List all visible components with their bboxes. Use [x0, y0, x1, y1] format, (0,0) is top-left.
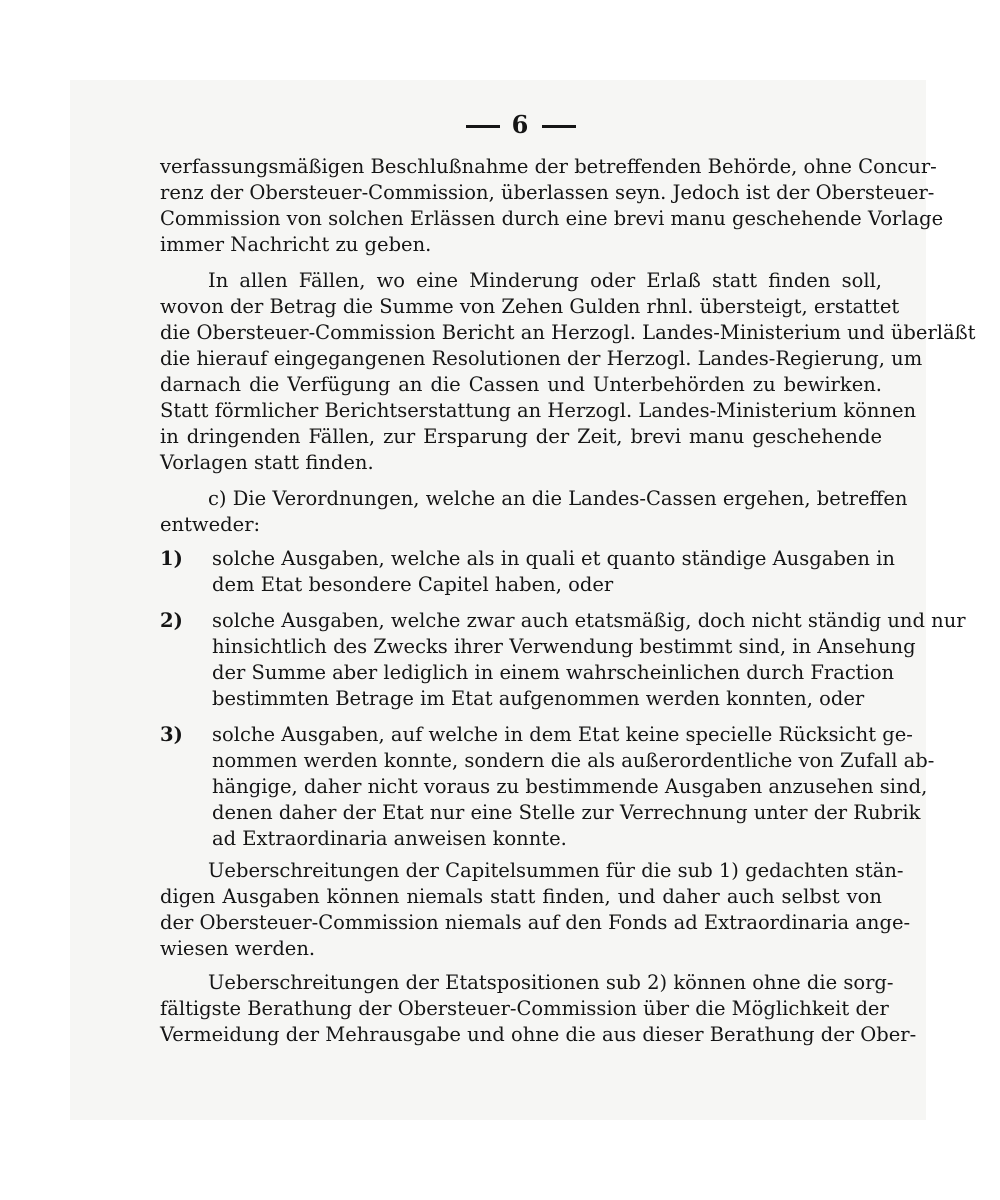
text-line: fältigste Berathung der Obersteuer-Commission über die Möglichkeit der: [160, 997, 889, 1020]
page-number: [160, 110, 882, 139]
text-line: digen Ausgaben können niemals statt finden, und daher auch selbst von: [160, 885, 882, 908]
text-line: entweder:: [160, 513, 261, 536]
dash-right: [542, 125, 576, 128]
text-line: solche Ausgaben, auf welche in dem Etat keine specielle Rücksicht ge-: [212, 723, 913, 746]
text-line: nommen werden konnte, sondern die als außerordentliche von Zufall ab-: [212, 749, 935, 772]
text-line: darnach die Verfügung an die Cassen und Unterbehörden zu bewirken.: [160, 373, 882, 396]
text-line: Vermeidung der Mehrausgabe und ohne die aus dieser Berathung der Ober-: [160, 1023, 917, 1046]
text-line: Vorlagen statt finden.: [160, 451, 374, 474]
text-line: immer Nachricht zu geben.: [160, 233, 432, 256]
text-line: ad Extraordinaria anweisen konnte.: [212, 827, 567, 850]
text-line: die Obersteuer-Commission Bericht an Herzogl. Landes-Ministerium und überläßt: [160, 321, 976, 344]
text-line: hängige, daher nicht voraus zu bestimmende Ausgaben anzusehen sind,: [212, 775, 928, 798]
text-line: wovon der Betrag die Summe von Zehen Gulden rhnl. übersteigt, erstattet: [160, 295, 900, 318]
text-line: In allen Fällen, wo eine Minderung oder Erlaß statt finden soll,: [208, 269, 882, 292]
text-line: Ueberschreitungen der Etatspositionen sub 2) können ohne die sorg-: [208, 971, 894, 994]
text-line: verfassungsmäßigen Beschlußnahme der betreffenden Behörde, ohne Concur-: [160, 155, 937, 178]
text-line: der Obersteuer-Commission niemals auf den Fonds ad Extraordinaria ange-: [160, 911, 911, 934]
text-line: die hierauf eingegangenen Resolutionen der Herzogl. Landes-Regierung, um: [160, 347, 923, 370]
text-line: solche Ausgaben, welche als in quali et quanto ständige Ausgaben in: [212, 547, 895, 570]
text-line: dem Etat besondere Capitel haben, oder: [212, 573, 614, 596]
text-line: hinsichtlich des Zwecks ihrer Verwendung bestimmt sind, in Ansehung: [212, 635, 916, 658]
dash-left: [466, 125, 500, 128]
text-line: solche Ausgaben, welche zwar auch etatsmäßig, doch nicht ständig und nur: [212, 609, 966, 632]
text-line: der Summe aber lediglich in einem wahrscheinlichen durch Fraction: [212, 661, 895, 684]
text-line: in dringenden Fällen, zur Ersparung der Zeit, brevi manu geschehende: [160, 425, 882, 448]
text-line: renz der Obersteuer-Commission, überlassen seyn. Jedoch ist der Obersteuer-: [160, 181, 935, 204]
text-line: c) Die Verordnungen, welche an die Landes-Cassen ergehen, betreffen: [208, 487, 908, 510]
text-line: denen daher der Etat nur eine Stelle zur Verrechnung unter der Rubrik: [212, 801, 921, 824]
text-line: Statt förmlicher Berichtserstattung an Herzogl. Landes-Ministerium können: [160, 399, 917, 422]
page-number-text: 6: [511, 110, 531, 139]
text-line: bestimmten Betrage im Etat aufgenommen werden konnten, oder: [212, 687, 865, 710]
text-line: Commission von solchen Erlässen durch eine brevi manu geschehende Vorlage: [160, 207, 944, 230]
text-line: wiesen werden.: [160, 937, 316, 960]
text-line: Ueberschreitungen der Capitelsummen für die sub 1) gedachten stän-: [208, 859, 904, 882]
